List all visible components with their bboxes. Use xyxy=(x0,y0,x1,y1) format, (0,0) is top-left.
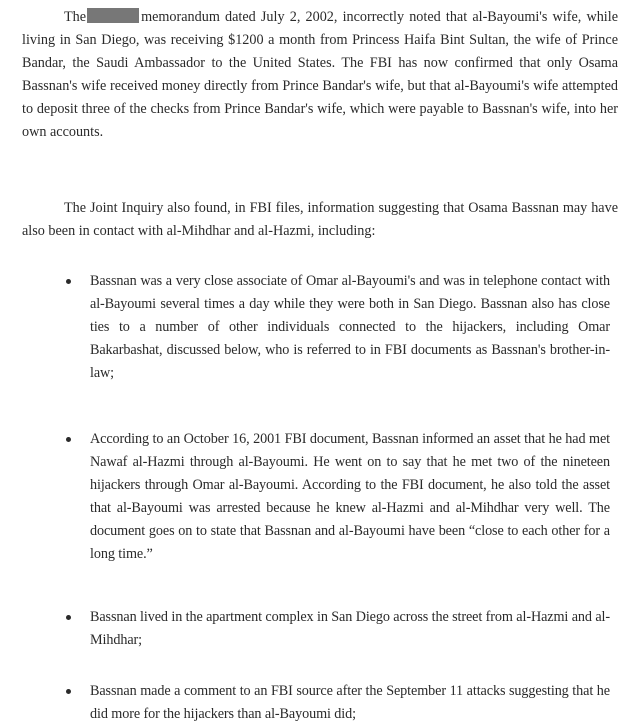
bullet-text: Bassnan made a comment to an FBI source after the September 11 attacks suggesting that he did more for the hijackers than al-Bayoumi did; xyxy=(90,683,610,722)
bullet-icon xyxy=(66,615,71,620)
redaction-block xyxy=(87,8,139,23)
list-item xyxy=(90,270,610,385)
list-item xyxy=(90,680,610,726)
bullet-icon xyxy=(66,689,71,694)
bullet-text: According to an October 16, 2001 FBI document, Bassnan informed an asset that he had met Nawaf al-Hazmi through al-Bayoumi. He went on to say that he met two of the nineteen hijackers through Omar al-Bayoumi. According to the FBI document, he also told the asset that al-Bayoumi was arrested because he knew al-Hazmi and al-Mihdhar very well. The document goes on to state that Bassnan and al-Bayoumi have been “close to each other for a long time.” xyxy=(90,431,610,562)
paragraph-memorandum xyxy=(22,6,618,144)
list-item xyxy=(90,606,610,652)
bullet-text: Bassnan was a very close associate of Omar al-Bayoumi's and was in telephone contact with al-Bayoumi several times a day while they were both in San Diego. Bassnan also has close ties to a number of other individuals connected to the hijackers, including Omar Bakarbashat, discussed below, who is referred to in FBI documents as Bassnan's brother-in-law; xyxy=(90,273,610,381)
paragraph-lead-word: The xyxy=(64,9,87,25)
paragraph-memorandum-text: memorandum dated July 2, 2002, incorrectly noted that al-Bayoumi's wife, while living in San Diego, was receiving $1200 a month from Princess Haifa Bint Sultan, the wife of Prince Bandar, the Saudi Ambassador to the United States. The FBI has now confirmed that only Osama Bassnan's wife received money directly from Prince Bandar's wife, but that al-Bayoumi's wife attempted to deposit three of the checks from Prince Bandar's wife, which were payable to Bassnan's wife, into her own accounts. xyxy=(22,9,618,140)
bullet-icon xyxy=(66,279,71,284)
paragraph-joint-inquiry: The Joint Inquiry also found, in FBI files, information suggesting that Osama Bassnan may have also been in contact with al-Mihdhar and al-Hazmi, including: xyxy=(22,200,618,239)
bullet-text: Bassnan lived in the apartment complex in San Diego across the street from al-Hazmi and al-Mihdhar; xyxy=(90,609,611,648)
list-item xyxy=(90,428,610,566)
bullet-icon xyxy=(66,437,71,442)
